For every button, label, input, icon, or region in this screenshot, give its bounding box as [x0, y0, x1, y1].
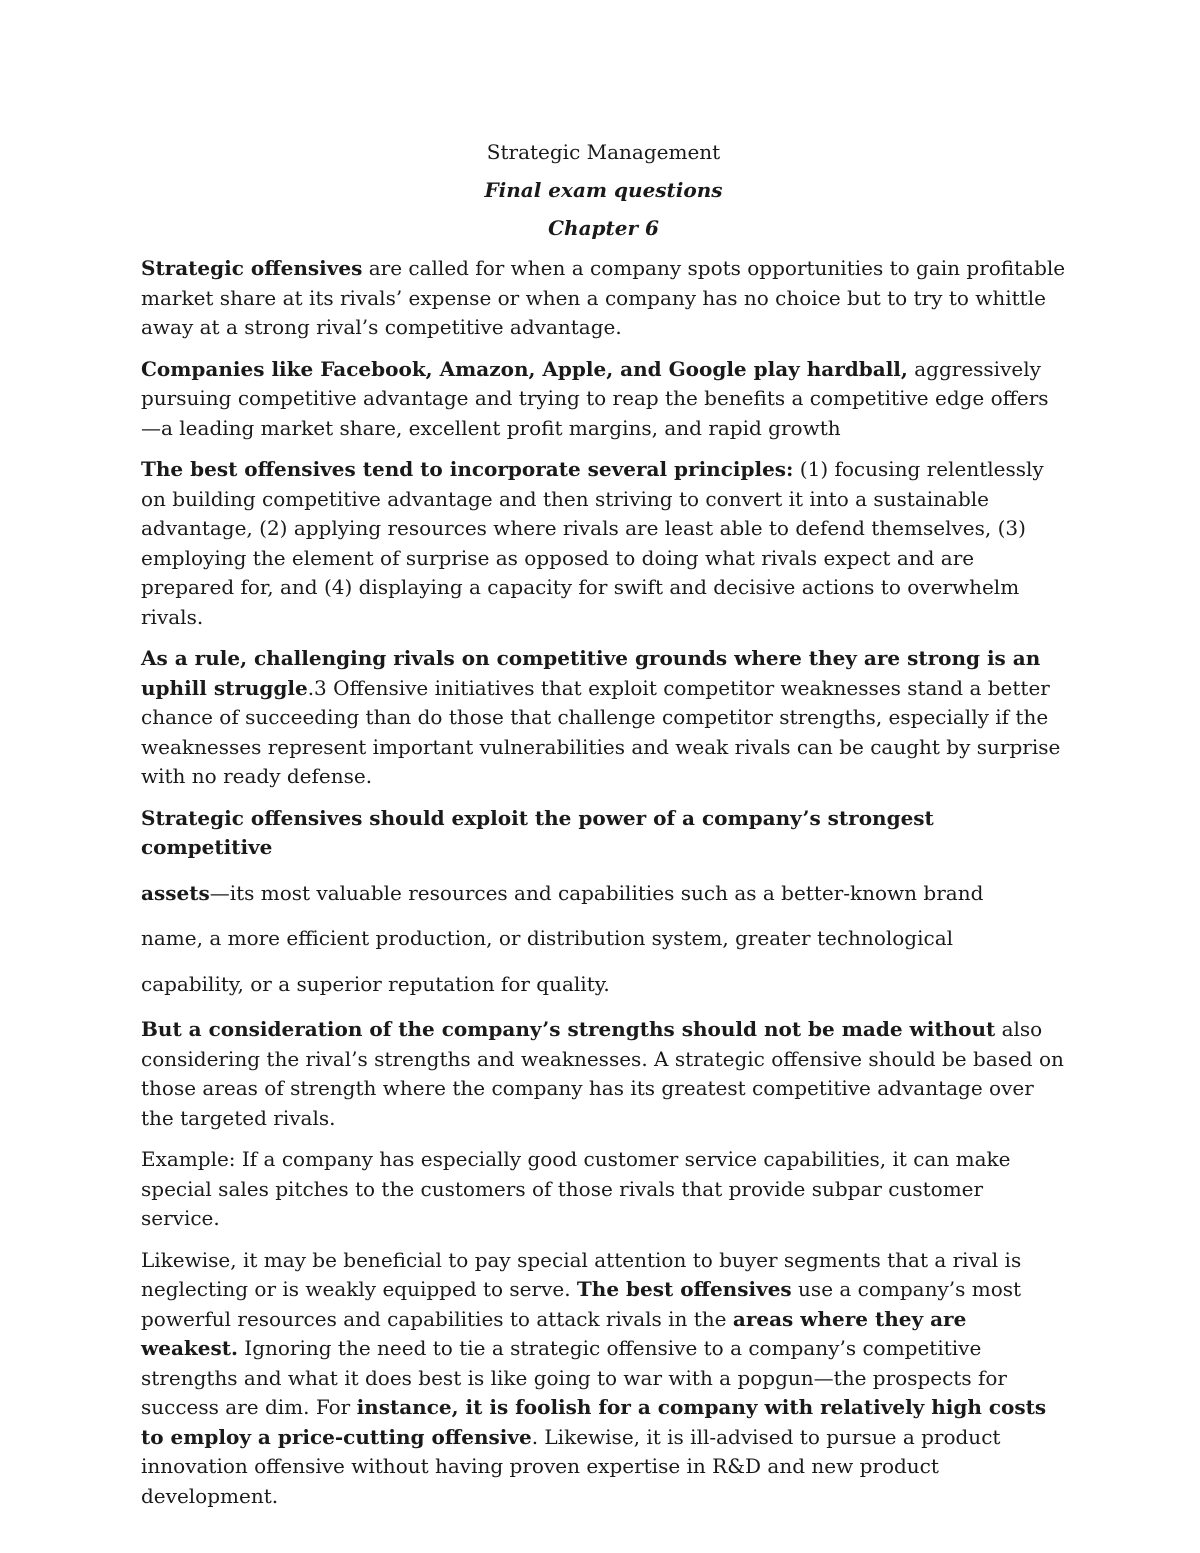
paragraph-text: (1) focusing relentlessly on building competitive advantage and then striving to convert it into a sustainable advantage, (2) applying resources where rivals are least able to defend themselves, (3) employing the element of surprise as opposed to doing what rivals expect and are prepared for, and (4) displaying a capacity for swift and decisive actions to overwhelm rivals.: [141, 457, 1044, 629]
bold-phrase: The best offensives tend to incorporate several principles:: [141, 457, 794, 481]
document-subtitle: Final exam questions: [484, 178, 723, 202]
paragraph-text: also considering the rival’s strengths and weaknesses. A strategic offensive should be based on those areas of strength where the company has its greatest competitive advantage over the targeted rivals.: [141, 1017, 1064, 1130]
paragraph-strategic-offensives: [141, 254, 1066, 343]
document-page: [141, 140, 1066, 1523]
paragraph-text: —its most valuable resources and capabilities such as a better-known brand: [209, 880, 984, 905]
document-title: Strategic Management: [486, 140, 721, 164]
paragraph-uphill-struggle: [141, 644, 1066, 792]
bold-phrase: assets: [141, 880, 210, 905]
paragraph-consideration: [141, 1015, 1066, 1133]
paragraph-likewise: [141, 1246, 1066, 1512]
paragraph-text: are called for when a company spots opportunities to gain profitable market share at its rivals’ expense or when a company has no choice but to try to whittle away at a strong rival’s competitive advantage.: [141, 256, 1066, 339]
paragraph-text: aggressively pursuing competitive advantage and trying to reap the benefits a competitive edge offers—a leading market share, excellent profit margins, and rapid growth: [141, 356, 1049, 440]
bold-phrase: instance, it is foolish for a company with relatively high costs to employ a price-cutting offensive: [141, 1395, 1047, 1449]
paragraph-exploit-line-2: [141, 879, 1066, 909]
bold-phrase: But a consideration of the company’s strengths should not be made without: [141, 1017, 996, 1041]
paragraph-example: Example: If a company has especially good customer service capabilities, it can make special sales pitches to the customers of those rivals that provide subpar customer service.: [141, 1147, 1011, 1230]
bold-phrase: Companies like Facebook, Amazon, Apple, and Google play hardball,: [141, 356, 908, 381]
bold-phrase: Strategic offensives should exploit the power of a company’s strongest competitive: [141, 805, 934, 859]
chapter-heading: Chapter 6: [548, 216, 659, 240]
bold-phrase: The best offensives: [576, 1277, 792, 1301]
paragraph-hardball: [141, 355, 1066, 444]
paragraph-exploit-line-4: capability, or a superior reputation for quality.: [141, 971, 610, 996]
paragraph-text: . Likewise, it is ill-advised to pursue a product innovation offensive without having proven expertise in R&D and new product development.: [141, 1424, 1001, 1508]
paragraph-principles: [141, 455, 1066, 632]
bold-phrase: areas where they are weakest.: [141, 1306, 967, 1360]
paragraph-text: Ignoring the need to tie a strategic offensive to a company’s competitive strengths and what it does best is like going to war with a popgun—the prospects for success are dim. For: [141, 1336, 1007, 1419]
paragraph-text: use a company’s most powerful resources and capabilities to attack rivals in the: [141, 1277, 1022, 1331]
bold-phrase: As a rule, challenging rivals on competitive grounds where they are strong is an uphill struggle: [141, 646, 1041, 700]
paragraph-exploit-line-3: name, a more efficient production, or distribution system, greater technological: [141, 926, 954, 950]
paragraph-text: Likewise, it may be beneficial to pay special attention to buyer segments that a rival is neglecting or is weakly equipped to serve.: [141, 1247, 1022, 1301]
paragraph-exploit-line-1: [141, 804, 1066, 863]
bold-phrase: Strategic offensives: [141, 256, 363, 280]
paragraph-text: .3 Offensive initiatives that exploit competitor weaknesses stand a better chance of succeeding than do those that challenge competitor strengths, especially if the weaknesses represent important vulnerabilities and weak rivals can be caught by surprise with no ready defense.: [141, 675, 1061, 788]
